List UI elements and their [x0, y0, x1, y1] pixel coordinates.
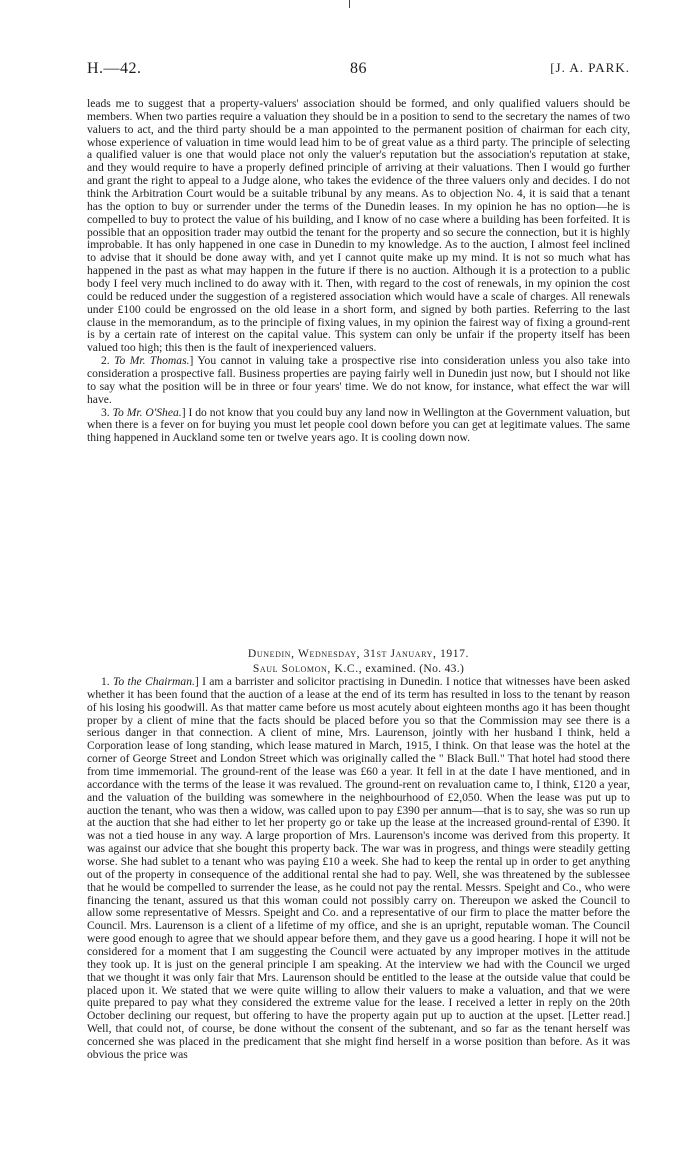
addressee: To Mr. O'Shea.: [112, 405, 182, 419]
session-heading: Dunedin, Wednesday, 31st January, 1917.: [247, 647, 470, 660]
evidence-text-block-1: [87, 98, 630, 445]
witness-name-header: [J. A. PARK.: [550, 60, 630, 75]
paragraph: [87, 407, 630, 446]
witness-heading: [87, 662, 630, 675]
paragraph: [87, 676, 630, 1062]
paragraph-text: 3.: [101, 405, 113, 419]
document-code: H.—42.: [87, 60, 142, 77]
page-number: 86: [350, 60, 367, 77]
paragraph-text: ] You cannot in valuing take a prospective rise into consideration unless you also take into consideration a prospective fall. Business properties are paying fairly well in Dunedin just now, but I should not like to say what the position will be in three or four years' time. We do not know, for instance, what effect the war will have.: [87, 354, 630, 406]
top-edge-mark: [349, 0, 350, 8]
paragraph-text: 1.: [101, 675, 114, 688]
evidence-text-block-2: [87, 676, 630, 1062]
witness-name: Saul Solomon, K.C.,: [252, 662, 363, 675]
witness-examined-label: examined. (No. 43.): [362, 662, 465, 675]
paragraph-text: 2.: [101, 354, 115, 368]
paragraph: [87, 98, 630, 355]
page-header: [87, 60, 630, 82]
paragraph: [87, 355, 630, 406]
addressee: To the Chairman.: [113, 675, 195, 688]
paragraph-text: ] I am a barrister and solicitor practising in Dunedin. I notice that witnesses have been asked whether it has been found that the auction of a lease at the end of its term has resulted in loss to the tenant by reason of his losing his goodwill. As that matter came before us most acutely about eighteen months ago it has been thought proper by a client of mine that the facts should be placed before you so that the Commission may see there is a serious danger in that connection. A client of mine, Mrs. Laurenson, jointly with her husband I think, held a Corporation lease of long standing, which lease matured in March, 1915, I think. On that lease was the hotel at the corner of George Street and London Street which was originally called the " Black Bull." That hotel had stood there from time immemorial. The ground-rent of the lease was £60 a year. It fell in at the date I have mentioned, and in accordance with the terms of the lease it was revalued. The ground-rent on revaluation came to, I think, £120 a year, and the valuation of the building was somewhere in the neighbourhood of £2,050. When the lease was put up to auction the tenant, who was then a widow, was called upon to pay £390 per annum—that is to say, she was so run up at the auction that she had either to let her property go or take up the lease at the increased ground-rental of £390. It was not a tied house in any way. A large proportion of Mrs. Laurenson's income was derived from this property. It was against our advice that she bought this property back. The war was in progress, and things were steadily getting worse. She had sublet to a tenant who was paying £10 a week. She had to keep the rental up in order to get anything out of the property in consequence of the additional rental she had to pay. Well, she was threatened by the sublessee that he would be compelled to surrender the lease, as he could not pay the rental. Messrs. Speight and Co., who were financing the tenant, assured us that this woman could not possibly carry on. Thereupon we asked the Council to allow some representative of Messrs. Speight and Co. and a representative of our firm to place the matter before the Council. Mrs. Laurenson is a client of a lifetime of my office, and she is an upright, reputable woman. The Council were good enough to agree that we should appear before them, and they gave us a good hearing. I hope it will not be considered for a moment that I am suggesting the Council were actuated by any improper motives in the attitude they took up. It is just on the general principle I am speaking. At the interview we had with the Council we urged that we thought it was only fair that Mrs. Laurenson should be entitled to the lease at the outside value that could be placed upon it. We stated that we were quite willing to allow their valuers to make a valuation, and that we were quite prepared to pay what they considered the extreme value for the lease. I received a letter in reply on the 20th October declining our request, but offering to have the property again put up to auction at the upset. [Letter read.] Well, that could not, of course, be done without the consent of the subtenant, and so far as the tenant herself was concerned she was placed in the predicament that she might find herself in a worse position than before. As it was obvious the price was: [87, 675, 630, 1061]
paragraph-text: ] I do not know that you could buy any land now in Wellington at the Government valuation, but when there is a fever on for buying you must let people cool down before you can get at legitimate values. The same thing happened in Auckland some ten or twelve years ago. It is cooling down now.: [87, 405, 630, 445]
addressee: To Mr. Thomas.: [114, 354, 190, 368]
paragraph-text: leads me to suggest that a property-valuers' association should be formed, and only qualified valuers should be members. When two parties require a valuation they should be in a position to send to the secretary the names of two valuers to act, and the third party should be a man appointed to the permanent position of chairman for each city, whose experience of valuation in time would lead him to be of great value as a third party. The principle of selecting a qualified valuer is one that would place not only the valuer's reputation but the association's reputation at stake, and they would require to have a properly defined principle of arriving at their valuations. Then I would go further and grant the right to appeal to a Judge alone, who takes the evidence of the three valuers only and decides. I do not think the Arbitration Court would be a suitable tribunal by any means. As to objection No. 4, it is said that a tenant has the option to buy or surrender under the terms of the Dunedin leases. In my opinion he has no option—he is compelled to buy to protect the value of his building, and I know of no case where a building has been forfeited. It is possible that an opposition trader may outbid the tenant for the property and so secure the connection, but it is highly improbable. It has only happened in one case in Dunedin to my knowledge. As to the auction, I almost feel inclined to advise that it should be done away with, and yet I cannot quite make up my mind. It is not so much what has happened in the past as what may happen in the future if there is no auction. Although it is a protection to a public body I feel very much inclined to do away with it. Then, with regard to the cost of renewals, in my opinion the cost could be reduced under the suggestion of a registered association which would have a scale of charges. All renewals under £100 could be engrossed on the old lease in a short form, and signed by both parties. Referring to the last clause in the memorandum, as to the principle of fixing values, in my opinion the fairest way of fixing a ground-rent is by a certain rate of interest on the capital value. This system can only be unfair if the property itself has been valued too high; this then is the fault of inexperienced valuers.: [87, 97, 630, 355]
